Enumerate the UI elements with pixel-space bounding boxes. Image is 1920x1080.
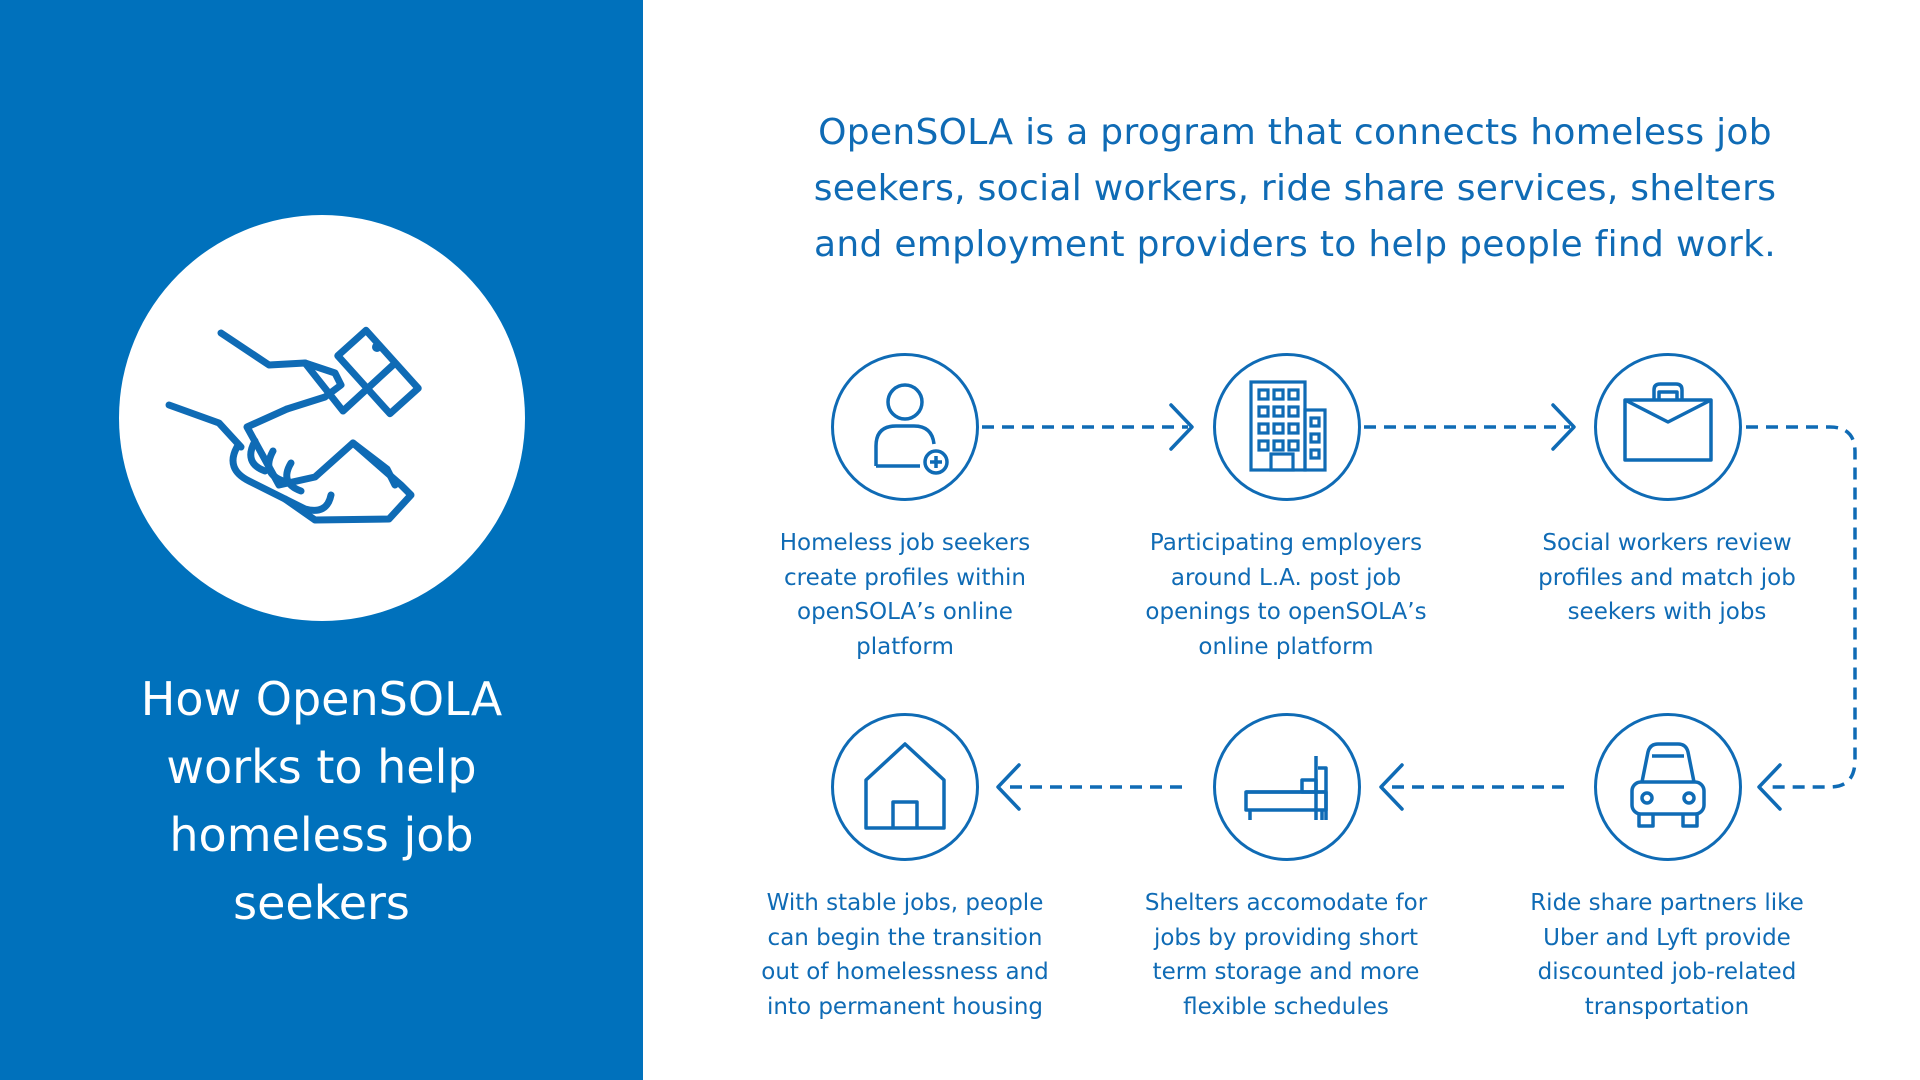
step-text-line: profiles and match job [1538,564,1796,591]
bed-icon [1216,716,1358,858]
step-text-line: transportation [1584,993,1750,1020]
step-text-line: create profiles within [783,564,1027,591]
step-text-line: online platform [1198,633,1374,660]
left-title-line: seekers [233,876,410,930]
left-title-line: works to help [166,740,477,794]
step-4-circle [1594,713,1742,861]
step-3-text [1517,526,1817,630]
left-title-line: homeless job [169,808,474,862]
step-6-circle [831,713,979,861]
step-5-circle [1213,713,1361,861]
briefcase-icon [1597,356,1739,498]
step-text-line: jobs by providing short [1153,924,1419,951]
step-2-text [1136,526,1436,664]
step-text-line: Ride share partners like [1530,890,1804,916]
step-text-line: around L.A. post job [1170,564,1402,591]
intro-line: and employment providers to help people find work. [813,224,1777,265]
step-text-line: into permanent housing [766,993,1044,1020]
step-text-line: openSOLA’s online [797,599,1013,625]
step-text-line: Homeless job seekers [779,530,1031,556]
office-building-icon [1216,356,1358,498]
step-1-circle [831,353,979,501]
arrowhead [1553,405,1574,449]
add-user-icon [834,356,976,498]
intro-line: seekers, social workers, ride share services, shelters [813,168,1777,209]
intro-line: OpenSOLA is a program that connects homeless job [818,112,1772,153]
car-icon [1597,716,1739,858]
step-text-line: Social workers review [1542,530,1792,556]
step-6-text [755,886,1055,1024]
step-text-line: openings to openSOLA’s [1145,599,1427,625]
step-5-text [1136,886,1436,1024]
step-1-text [755,526,1055,664]
step-text-line: flexible schedules [1183,993,1389,1020]
step-text-line: term storage and more [1152,959,1420,985]
house-icon [834,716,976,858]
step-text-line: Uber and Lyft provide [1543,924,1791,951]
step-text-line: out of homelessness and [761,959,1049,985]
step-text-line: Participating employers [1149,530,1423,556]
step-2-circle [1213,353,1361,501]
left-title-line: How OpenSOLA [140,672,503,726]
step-text-line: discounted job-related [1537,959,1797,985]
step-text-line: Shelters accomodate for [1144,890,1428,916]
step-3-circle [1594,353,1742,501]
step-text-line: can begin the transition [767,924,1043,951]
step-text-line: seekers with jobs [1567,599,1767,625]
arrowhead [1171,405,1192,449]
step-4-text [1517,886,1817,1024]
step-text-line: With stable jobs, people [766,890,1044,916]
step-text-line: platform [856,633,954,660]
